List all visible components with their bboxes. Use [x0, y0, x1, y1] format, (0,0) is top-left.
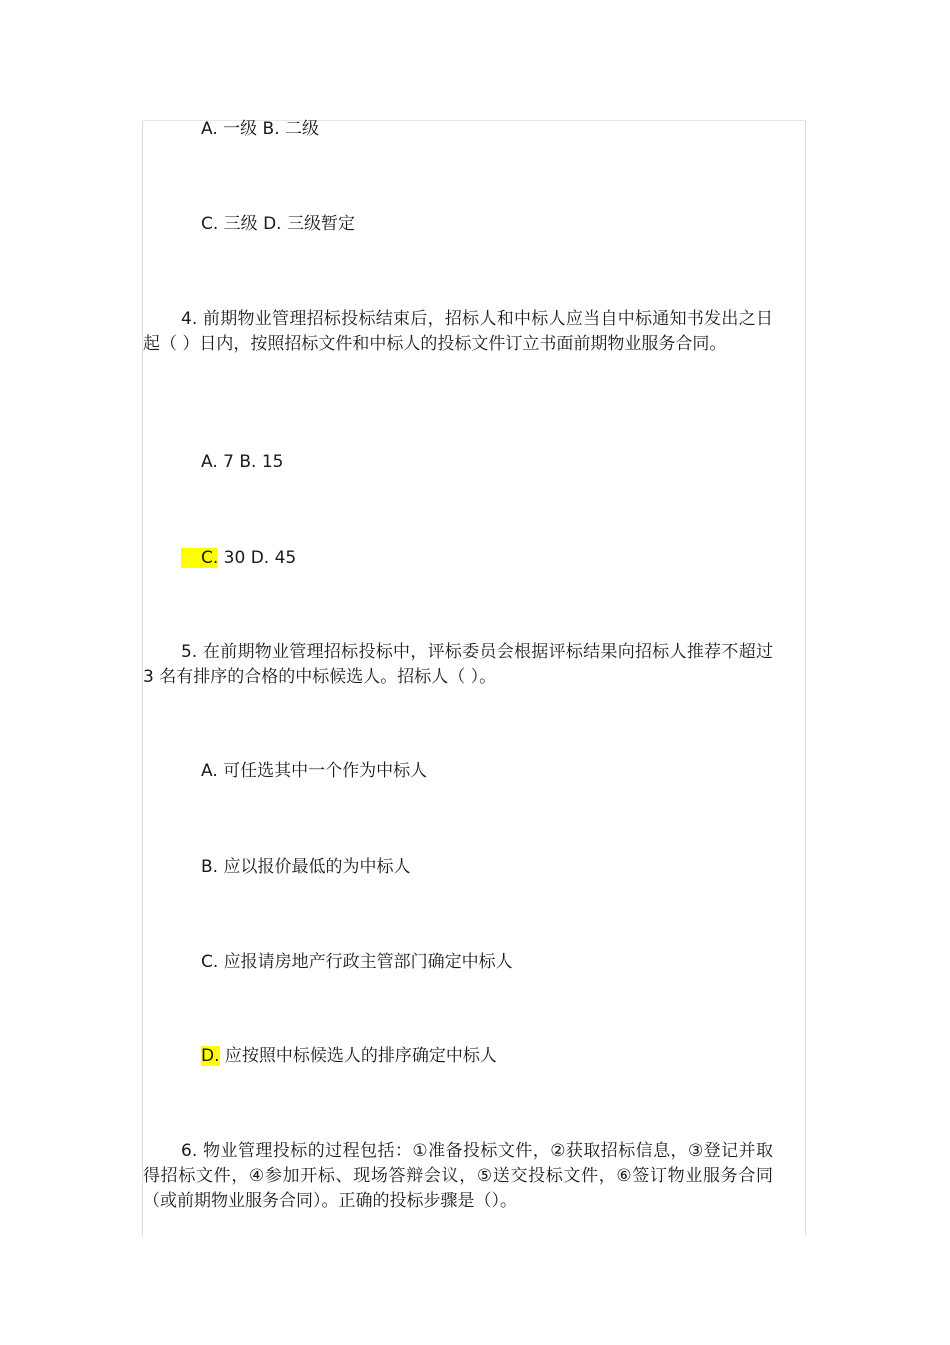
q5-option-a: A. 可任选其中一个作为中标人	[201, 761, 428, 781]
q5-stem: 5. 在前期物业管理招标投标中，评标委员会根据评标结果向招标人推荐不超过 3 名有排序的合格的中标候选人。招标人（ ）。	[143, 642, 773, 687]
q4-options-cd	[201, 546, 296, 571]
q4-options-ab: A. 7 B. 15	[201, 452, 284, 472]
q5-option-d	[201, 1044, 497, 1069]
q5-option-b: B. 应以报价最低的为中标人	[201, 857, 411, 877]
q6-stem: 6. 物业管理投标的过程包括：①准备投标文件，②获取招标信息，③登记并取得招标文件，④参加开标、现场答辩会议，⑤送交投标文件，⑥签订物业服务合同（或前期物业服务合同）。正确的投标步骤是（）。	[143, 1141, 773, 1211]
q4-options-cd-text: 30 D. 45	[218, 548, 297, 568]
q3-options-cd: C. 三级 D. 三级暂定	[201, 214, 355, 234]
q5-option-c: C. 应报请房地产行政主管部门确定中标人	[201, 952, 513, 972]
q3-options-ab: A. 一级 B. 二级	[201, 119, 320, 139]
q5-option-d-text: 应按照中标候选人的排序确定中标人	[219, 1046, 497, 1066]
q4-stem: 4. 前期物业管理招标投标结束后，招标人和中标人应当自中标通知书发出之日起（ ）日内，按照招标文件和中标人的投标文件订立书面前期物业服务合同。	[143, 309, 773, 354]
q5-answer-highlight: D.	[201, 1046, 220, 1066]
q4-answer-highlight: C.	[181, 548, 218, 568]
